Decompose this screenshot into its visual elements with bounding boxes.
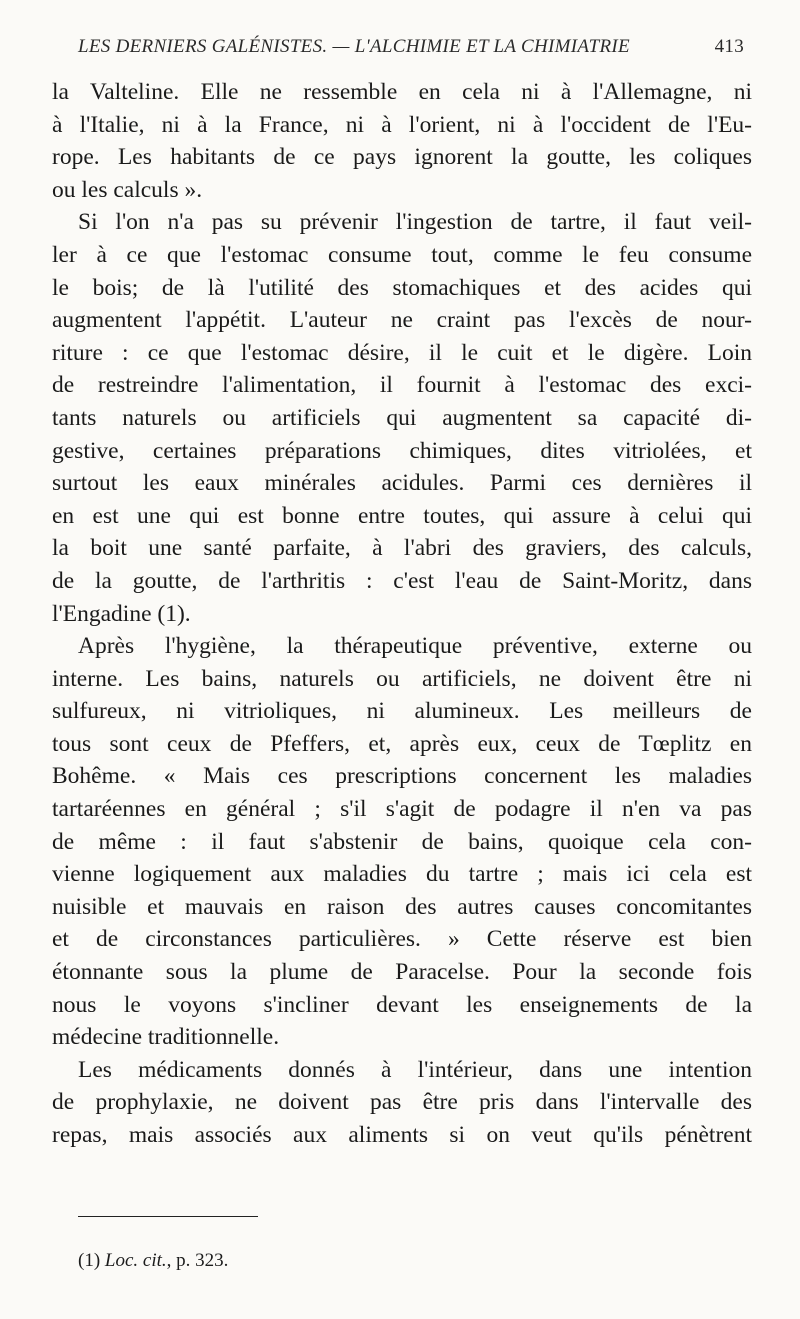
- text-line: nuisible et mauvais en raison des autres causes concomitantes: [52, 893, 752, 920]
- text-line: sulfureux, ni vitrioliques, ni alumineux. Les meilleurs de: [52, 698, 752, 725]
- text-line: vienne logiquement aux maladies du tartre ; mais ici cela est: [52, 861, 752, 888]
- text-line: tartaréennes en général ; s'il s'agit de podagre il n'en va pas: [52, 796, 752, 823]
- text-line: surtout les eaux minérales acidules. Parmi ces dernières il: [52, 470, 752, 497]
- text-line: Bohême. « Mais ces prescriptions concernent les maladies: [52, 763, 752, 790]
- text-line: nous le voyons s'incliner devant les enseignements de la: [52, 991, 752, 1018]
- text-line: le bois; de là l'utilité des stomachiques et des acides qui: [52, 274, 752, 301]
- text-line: ou les calculs ».: [52, 176, 203, 203]
- text-line: de restreindre l'alimentation, il fournit à l'estomac des exci-: [52, 372, 752, 399]
- text-line: l'Engadine (1).: [52, 600, 191, 627]
- text-line: Si l'on n'a pas su prévenir l'ingestion de tartre, il faut veil-: [78, 209, 752, 236]
- text-line: tous sont ceux de Pfeffers, et, après eux, ceux de Tœplitz en: [52, 730, 752, 757]
- body-text: [52, 76, 752, 1152]
- running-title: LES DERNIERS GALÉNISTES. — L'ALCHIMIE ET LA CHIMIATRIE: [78, 36, 630, 57]
- text-line: tants naturels ou artificiels qui augmentent sa capacité di-: [52, 404, 752, 431]
- text-line: étonnante sous la plume de Paracelse. Pour la seconde fois: [52, 959, 752, 986]
- text-line: Après l'hygiène, la thérapeutique préventive, externe ou: [78, 633, 752, 660]
- text-line: riture : ce que l'estomac désire, il le cuit et le digère. Loin: [52, 339, 752, 366]
- text-line: et de circonstances particulières. » Cette réserve est bien: [52, 926, 752, 953]
- text-line: en est une qui est bonne entre toutes, qui assure à celui qui: [52, 502, 752, 529]
- text-line: médecine traditionnelle.: [52, 1024, 280, 1051]
- running-header: [78, 36, 744, 66]
- footnote-marker: (1): [78, 1250, 101, 1271]
- text-line: à l'Italie, ni à la France, ni à l'orient, ni à l'occident de l'Eu-: [52, 111, 752, 138]
- footnote: [78, 1250, 228, 1272]
- text-line: augmentent l'appétit. L'auteur ne craint pas l'excès de nour-: [52, 307, 752, 334]
- text-line: de prophylaxie, ne doivent pas être pris dans l'intervalle des: [52, 1089, 752, 1116]
- text-line: de même : il faut s'abstenir de bains, quoique cela con-: [52, 828, 752, 855]
- text-line: gestive, certaines préparations chimiques, dites vitriolées, et: [52, 437, 752, 464]
- footnote-pages: , p. 323.: [166, 1250, 229, 1271]
- text-line: la boit une santé parfaite, à l'abri des graviers, des calculs,: [52, 535, 752, 562]
- text-line: de la goutte, de l'arthritis : c'est l'eau de Saint-Moritz, dans: [52, 567, 752, 594]
- footnote-citation: Loc. cit.: [104, 1250, 167, 1271]
- text-line: repas, mais associés aux aliments si on veut qu'ils pénètrent: [52, 1122, 752, 1148]
- text-line: Les médicaments donnés à l'intérieur, dans une intention: [78, 1056, 752, 1083]
- text-line: ler à ce que l'estomac consume tout, comme le feu consume: [52, 241, 752, 268]
- page-number: 413: [714, 36, 744, 57]
- footnote-divider: [78, 1216, 258, 1217]
- text-line: interne. Les bains, naturels ou artificiels, ne doivent être ni: [52, 665, 752, 692]
- text-line: la Valteline. Elle ne ressemble en cela ni à l'Allemagne, ni: [52, 79, 752, 105]
- text-line: rope. Les habitants de ce pays ignorent la goutte, les coliques: [52, 144, 752, 171]
